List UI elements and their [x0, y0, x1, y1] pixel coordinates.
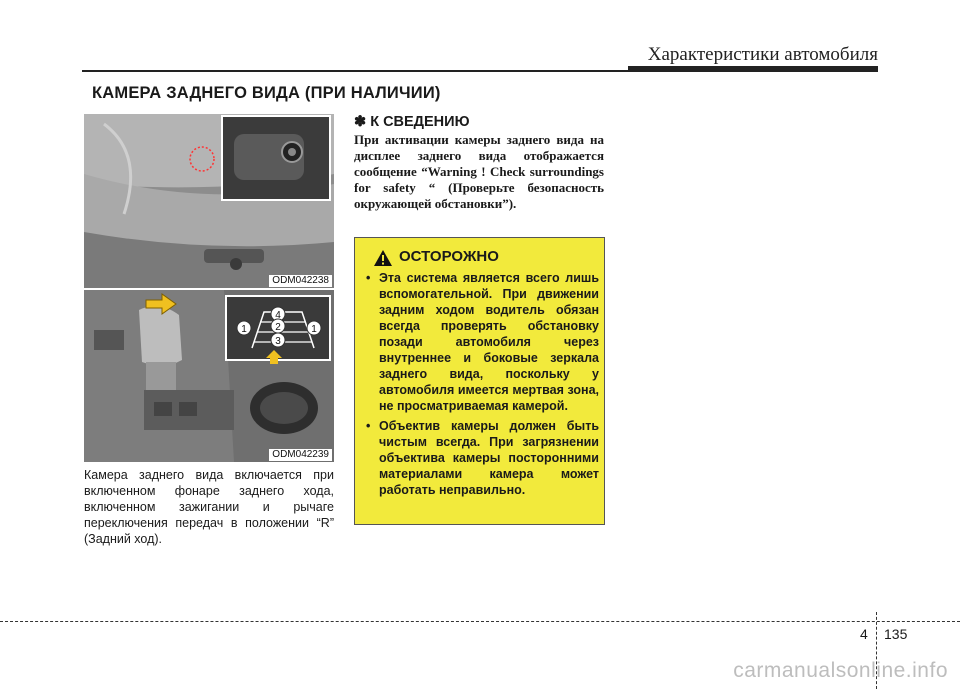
note-title: К СВЕДЕНИЮ [370, 114, 470, 130]
rear-camera-photo [84, 114, 334, 288]
gear-shift-illustration [84, 290, 334, 462]
body-paragraph: Камера заднего вида включается при включенном фонаре заднего хода, включенном зажигании и рычаге переключения передач в положении “R” (Задний ход). [84, 468, 334, 546]
warning-heading [399, 248, 499, 266]
rear-camera-illustration [84, 114, 334, 288]
chapter-number: 4 [860, 626, 868, 642]
footer-rule [0, 621, 960, 622]
page-number: 135 [884, 626, 908, 642]
page-header-title: Характеристики автомобиля [647, 44, 878, 65]
gear-shift-photo [84, 290, 334, 462]
callout-3: 3 [275, 336, 281, 347]
warning-item-1: • Эта система является всего лишь вспомогательной. При движении задним ходом водитель обязан всегда проверять обстановку позади автомобиля через внутреннее и боковые зеркала заднего вида, поскольку у автомобиля имеется мертвая зона, не просматриваемая камерой. [365, 270, 599, 414]
warning-item-2: • Объектив камеры должен быть чистым всегда. При загрязнении объектива камеры посторонними материалами камера может работать неправильно. [365, 418, 599, 498]
callout-4: 4 [275, 310, 281, 321]
warning-list [365, 270, 599, 502]
note-text: При активации камеры заднего вида на дисплее заднего вида отображается сообщение “Warning ! Check surroundings for safety “ (Проверьте безопасность окружающей обстановки”). [354, 132, 604, 211]
callout-1-right: 1 [311, 324, 317, 335]
note-symbol-icon: ✽ [354, 114, 367, 130]
header-rule-accent [628, 66, 878, 71]
warning-triangle-icon [373, 249, 393, 267]
image-code-1: ODM042238 [269, 275, 332, 287]
warning-title: ОСТОРОЖНО [399, 248, 499, 265]
watermark-text: carmanualsonline.info [733, 659, 948, 682]
callout-1-left: 1 [241, 324, 247, 335]
note-heading [354, 114, 470, 130]
warning-box [354, 237, 605, 525]
section-title: КАМЕРА ЗАДНЕГО ВИДА (ПРИ НАЛИЧИИ) [92, 84, 441, 102]
callout-2: 2 [275, 322, 281, 333]
image-code-2: ODM042239 [269, 449, 332, 461]
